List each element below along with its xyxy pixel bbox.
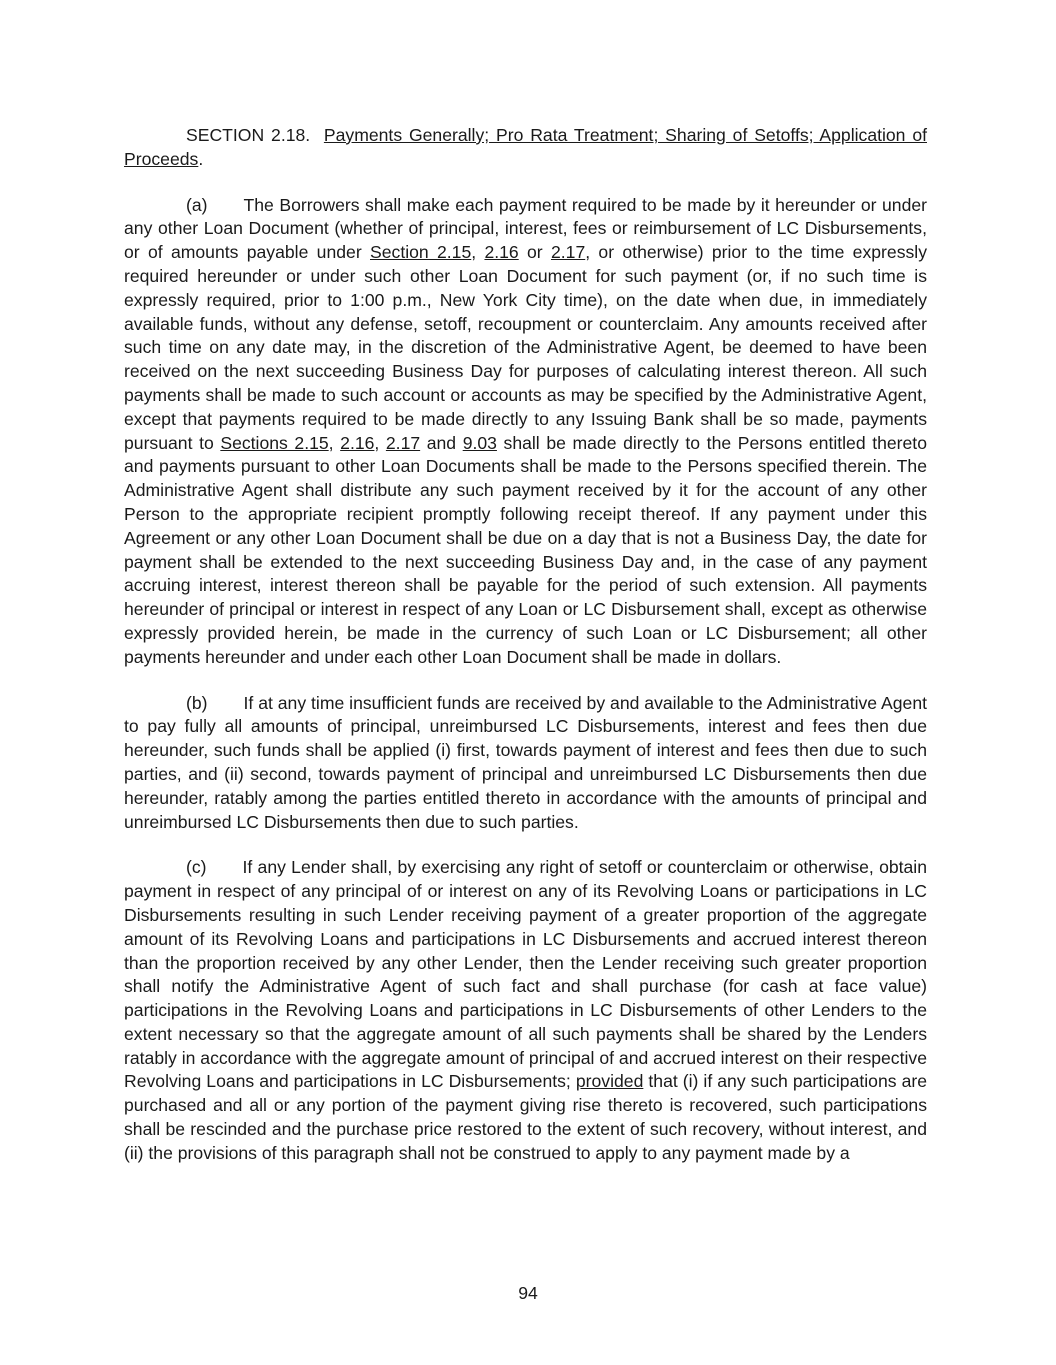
- paragraph-marker: (a): [186, 194, 208, 215]
- section-reference: Section 2.15: [370, 242, 472, 263]
- section-number: SECTION 2.18.: [186, 125, 311, 145]
- paragraph-text: If any Lender shall, by exercising any right of setoff or counterclaim or otherwise, obtain payment in respect of any principal of or interest on any of its Revolving Loans or participations in LC Disbursements resulting in such Lender receiving payment of a greater proportion of the aggregate amount of its Revolving Loans and participations in LC Disbursements and accrued interest thereon than the proportion received by any other Lender, then the Lender receiving such greater proportion shall notify the Administrative Agent of such fact and shall purchase (for cash at face value) participations in the Revolving Loans and participations in LC Disbursements of other Lenders to the extent necessary so that the aggregate amount of all such payments shall be shared by the Lenders ratably in accordance with the aggregate amount of principal of and accrued interest on their respective Revolving Loans and participations in LC Disbursements;: [124, 857, 927, 1092]
- paragraph-c: [124, 856, 927, 1165]
- paragraph-text: that (i) if any such participations are purchased and all or any portion of the payment giving rise thereto is recovered, such participations shall be rescinded and the purchase price restored to the extent of such recovery, without interest, and (ii) the provisions of this paragraph shall not be construed to apply to any payment made by a: [124, 1071, 927, 1163]
- paragraph-text: shall be made directly to the Persons entitled thereto and payments pursuant to other Loan Documents shall be made to the Persons specified therein. The Administrative Agent shall distribute any such payment received by it for the account of any other Person to the appropriate recipient promptly following receipt thereof. If any payment under this Agreement or any other Loan Document shall be due on a day that is not a Business Day, the date for payment shall be extended to the next succeeding Business Day and, in the case of any payment accruing interest, interest thereon shall be payable for the period of such extension. All payments hereunder of principal or interest in respect of any Loan or LC Disbursement shall, except as otherwise expressly provided herein, be made in the currency of such Loan or LC Disbursement; all other payments hereunder and under each other Loan Document shall be made in dollars.: [124, 432, 927, 667]
- paragraph-marker: (c): [186, 857, 207, 878]
- section-reference: 9.03: [462, 432, 497, 453]
- section-reference: 2.17: [385, 432, 421, 453]
- provided-term: provided: [575, 1071, 644, 1092]
- paragraph-marker: (b): [186, 692, 208, 713]
- paragraph-a: (a) The Borrowers shall make each payment required to be made by it hereunder or under any other Loan Document (whether of principal, interest, fees or reimbursement of LC Disbursements, or of amounts payable under Section 2.15, 2.16 or 2.17, or otherwise) prior to the time expressly required hereunder or under such other Loan Document for such payment (or, if no such time is expressly required, prior to 1:00 p.m., New York City time), on the date when due, in immediately available funds, without any defense, setoff, recoupment or counterclaim. Any amounts received after such time on any date may, in the discretion of the Administrative Agent, be deemed to have been received on the next succeeding Business Day for purposes of calculating interest thereon. All such payments shall be made to such account or accounts as may be specified by the Administrative Agent, except that payments required to be made directly to any Issuing Bank shall be so made, payments pursuant to Sections 2.15, 2.16, 2.17 and 9.03 shall be made directly to the Persons entitled thereto and payments pursuant to other Loan Documents shall be made to the Persons specified therein. The Administrative Agent shall distribute any such payment received by it for the account of any other Person to the appropriate recipient promptly following receipt thereof. If any payment under this Agreement or any other Loan Document shall be due on a day that is not a Business Day, the date for payment shall be extended to the next succeeding Business Day and, in the case of any payment accruing interest, interest thereon shall be payable for the period of such extension. All payments hereunder of principal or interest in respect of any Loan or LC Disbursement shall, except as otherwise expressly provided herein, be made in the currency of such Loan or LC Disbursement; all other payments hereunder and under each other Loan Document shall be made in dollars.: [124, 194, 927, 667]
- page-content: [124, 124, 927, 1188]
- section-reference: Sections 2.15: [220, 432, 329, 453]
- paragraph-b: [124, 692, 927, 835]
- page-number: 94: [518, 1283, 538, 1303]
- section-reference: 2.17: [550, 242, 586, 263]
- section-reference: 2.16: [484, 242, 519, 263]
- section-title-end: .: [198, 148, 204, 169]
- paragraph-text: If at any time insufficient funds are received by and available to the Administrative Agent to pay fully all amounts of principal, unreimbursed LC Disbursements, interest and fees then due hereunder, such funds shall be applied (i) first, towards payment of interest and fees then due to such parties, and (ii) second, towards payment of principal and unreimbursed LC Disbursements then due hereunder, ratably among the parties entitled thereto in accordance with the amounts of principal and unreimbursed LC Disbursements then due to such parties.: [124, 692, 927, 832]
- paragraph-text: The Borrowers shall make each payment required to be made by it hereunder or under any other Loan Document (whether of principal, interest, fees or reimbursement of LC Disbursements, or of amounts payable under: [124, 194, 927, 263]
- section-reference: 2.16: [340, 432, 375, 453]
- section-heading: [124, 124, 927, 172]
- paragraph-text: , or otherwise) prior to the time expressly required hereunder or under such other Loan Document for such payment (or, if no such time is expressly required, prior to 1:00 p.m., New York City time), on the date when due, in immediately available funds, without any defense, setoff, recoupment or counterclaim. Any amounts received after such time on any date may, in the discretion of the Administrative Agent, be deemed to have been received on the next succeeding Business Day for purposes of calculating interest thereon. All such payments shall be made to such account or accounts as may be specified by the Administrative Agent, except that payments required to be made directly to any Issuing Bank shall be so made, payments pursuant to: [124, 242, 927, 453]
- section-title: Payments Generally; Pro Rata Treatment; Sharing of Setoffs; Application of Proceeds: [124, 125, 927, 169]
